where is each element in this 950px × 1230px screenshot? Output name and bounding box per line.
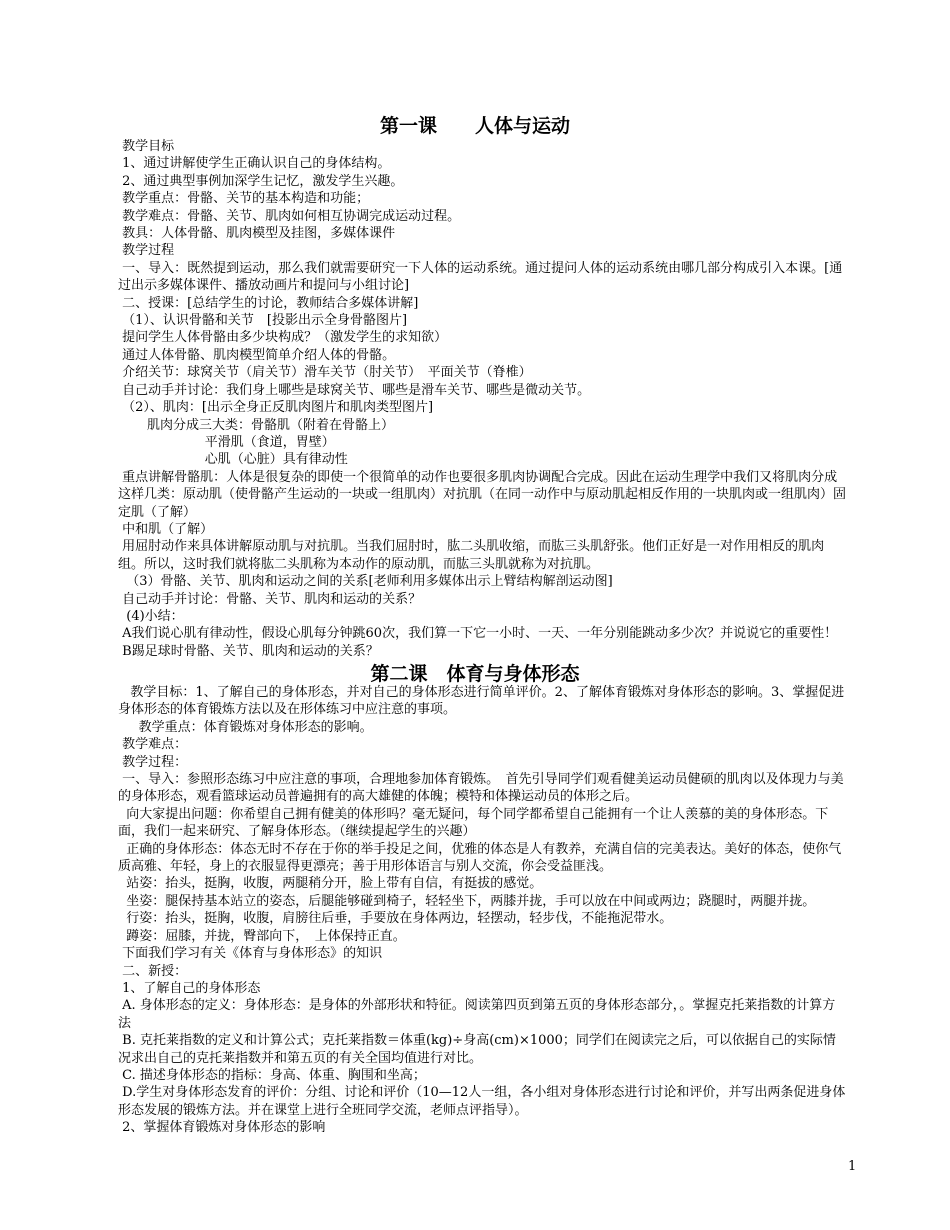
paragraph-line: 教学目标 — [118, 139, 175, 154]
lesson-one-title: 第一课 人体与运动 — [379, 115, 570, 137]
paragraph-line: 二、新授： — [118, 963, 188, 979]
paragraph-line: 2、掌握体育锻炼对身体形态的影响 — [118, 1120, 326, 1136]
lesson-two-title: 第二课 体育与身体形态 — [370, 663, 580, 685]
paragraph-line: 一、导入：参照形态练习中应注意的事项，合理地参加体育锻炼。 首先引导同学们观看健美运动员健硕的肌肉以及体现力与美的身体形态，观看篮球运动员普遍拥有的高大雄健的体魄；模特和体操运动员的体形之后。 — [118, 772, 844, 805]
paragraph-line: 坐姿：腿保持基本站立的姿态，后腿能够碰到椅子，轻轻坐下，两膝并拢，手可以放在中间或两边；跷腿时，两腿并拢。 — [118, 893, 816, 909]
paragraph-line: 肌肉分成三大类：骨骼肌（附着在骨骼上） — [118, 417, 394, 433]
paragraph-line: 行姿：抬头，挺胸，收腹，肩膀往后垂，手要放在身体两边，轻摆动，轻步伐，不能拖泥带水。 — [118, 911, 673, 927]
paragraph-line: 教学难点：骨骼、关节、肌肉如何相互协调完成运动过程。 — [118, 208, 461, 224]
paragraph-line: （2）、肌肉：[出示全身正反肌肉图片和肌肉类型图片] — [118, 400, 434, 416]
paragraph-line: B踢足球时骨骼、关节、肌肉和运动的关系？ — [118, 643, 379, 659]
paragraph-line: (4)小结： — [118, 608, 184, 624]
paragraph-line: 1、通过讲解使学生正确认识自己的身体结构。 — [118, 156, 391, 172]
paragraph-line: 通过人体骨骼、肌肉模型简单介绍人体的骨骼。 — [118, 347, 396, 363]
paragraph-line: 介绍关节：球窝关节（肩关节）滑车关节（肘关节） 平面关节（脊椎） — [118, 365, 532, 381]
paragraph-line: 重点讲解骨骼肌：人体是很复杂的即使一个很简单的动作也要很多肌肉协调配合完成。因此在运动生理学中我们又将肌肉分成这样几类：原动肌（使骨骼产生运动的一块或一组肌肉）对抗肌（在同一动作中与原动肌起相反作用的一块肌肉或一组肌肉）固定肌（了解） — [118, 469, 847, 520]
paragraph-line: 中和肌（了解） — [118, 521, 214, 537]
paragraph-line: 2、通过典型事例加深学生记忆，激发学生兴趣。 — [118, 173, 404, 189]
paragraph-line: A我们说心肌有律动性，假设心肌每分钟跳60次，我们算一下它一小时、一天、一年分别能跳动多少次？并说说它的重要性！ — [118, 626, 838, 642]
paragraph-line: D.学生对身体形态发育的评价：分组、讨论和评价（10—12人一组，各小组对身体形态进行讨论和评价，并写出两条促进身体形态发展的锻炼方法。并在课堂上进行全班同学交流，老师点评指导）。 — [118, 1085, 846, 1118]
lesson-two-body — [118, 684, 848, 1137]
paragraph-line: 正确的身体形态：体态无时不存在于你的举手投足之间，优雅的体态是人有教养，充满自信的完美表达。美好的体态，使你气质高雅、年轻，身上的衣服显得更漂亮；善于用形体语言与别人交流，你会受益匪浅。 — [118, 841, 842, 875]
paragraph-line: C. 描述身体形态的指标：身高、体重、胸围和坐高； — [118, 1067, 426, 1083]
paragraph-line: 教学重点：骨骼、关节的基本构造和功能； — [118, 191, 370, 207]
page-number: 1 — [848, 1159, 857, 1174]
paragraph-line: 教学过程 — [118, 243, 175, 259]
paragraph-line: 教学目标：1、了解自己的身体形态，并对自己的身体形态进行简单评价。2、了解体育锻炼对身体形态的影响。3、掌握促进身体形态的体育锻炼方法以及在形体练习中应注意的事项。 — [118, 685, 845, 718]
paragraph-line: 教学难点： — [118, 737, 188, 753]
paragraph-line: B. 克托莱指数的定义和计算公式；克托莱指数＝体重(kg)÷身高(cm)×1000；同学们在阅读完之后，可以依据自己的实际情况求出自己的克托莱指数并和第五页的有关全国均值进行对比。 — [118, 1033, 836, 1066]
paragraph-line: 教学过程： — [118, 754, 188, 770]
paragraph-line: 自己动手并讨论：骨骼、关节、肌肉和运动的关系？ — [118, 591, 422, 607]
paragraph-line: 平滑肌（食道，胃壁） — [118, 434, 335, 450]
paragraph-line: 1、了解自己的身体形态 — [118, 980, 261, 996]
paragraph-line: 教学重点：体育锻炼对身体形态的影响。 — [118, 719, 373, 735]
paragraph-line: 提问学生人体骨骼由多少块构成？（激发学生的求知欲） — [118, 330, 448, 346]
paragraph-line: 向大家提出问题：你希望自己拥有健美的体形吗？毫无疑问，每个同学都希望自己能拥有一个让人羡慕的美的身体形态。下面，我们一起来研究、了解身体形态。（继续提起学生的兴趣） — [118, 806, 829, 840]
paragraph-line: 站姿：抬头，挺胸，收腹，两腿稍分开，脸上带有自信，有挺拔的感觉。 — [118, 876, 543, 892]
paragraph-line: （3）骨骼、关节、肌肉和运动之间的关系[老师利用多媒体出示上臂结构解剖运动图] — [118, 574, 613, 590]
paragraph-line: 教具：人体骨骼、肌肉模型及挂图，多媒体课件 — [118, 226, 396, 242]
paragraph-line: 心肌（心脏）具有律动性 — [118, 452, 348, 468]
paragraph-line: （1）、认识骨骼和关节 [投影出示全身骨骼图片] — [118, 313, 408, 329]
paragraph-line: 一、导入：既然提到运动，那么我们就需要研究一下人体的运动系统。通过提问人体的运动系统由哪几部分构成引入本课。[通过出示多媒体课件、播放动画片和提问与小组讨论] — [118, 260, 843, 294]
paragraph-line: 二、授课：[总结学生的讨论，教师结合多媒体讲解] — [118, 295, 419, 311]
paragraph-line: 蹲姿：屈膝，并拢，臀部向下， 上体保持正直。 — [118, 928, 406, 944]
lesson-one-body — [118, 138, 848, 660]
paragraph-line: 用屈肘动作来具体讲解原动肌与对抗肌。当我们屈肘时，肱二头肌收缩，而肱三头肌舒张。他们正好是一对作用相反的肌肉组。所以，这时我们就将肱二头肌称为本动作的原动肌，而肱三头肌就称为对抗肌。 — [118, 539, 825, 572]
paragraph-line: 下面我们学习有关《体育与身体形态》的知识 — [118, 946, 383, 962]
paragraph-line: A. 身体形态的定义：身体形态：是身体的外部形状和特征。阅读第四页到第五页的身体形态部分，。掌握克托莱指数的计算方法 — [118, 998, 836, 1031]
paragraph-line: 自己动手并讨论：我们身上哪些是球窝关节、哪些是滑车关节、哪些是微动关节。 — [118, 382, 591, 398]
